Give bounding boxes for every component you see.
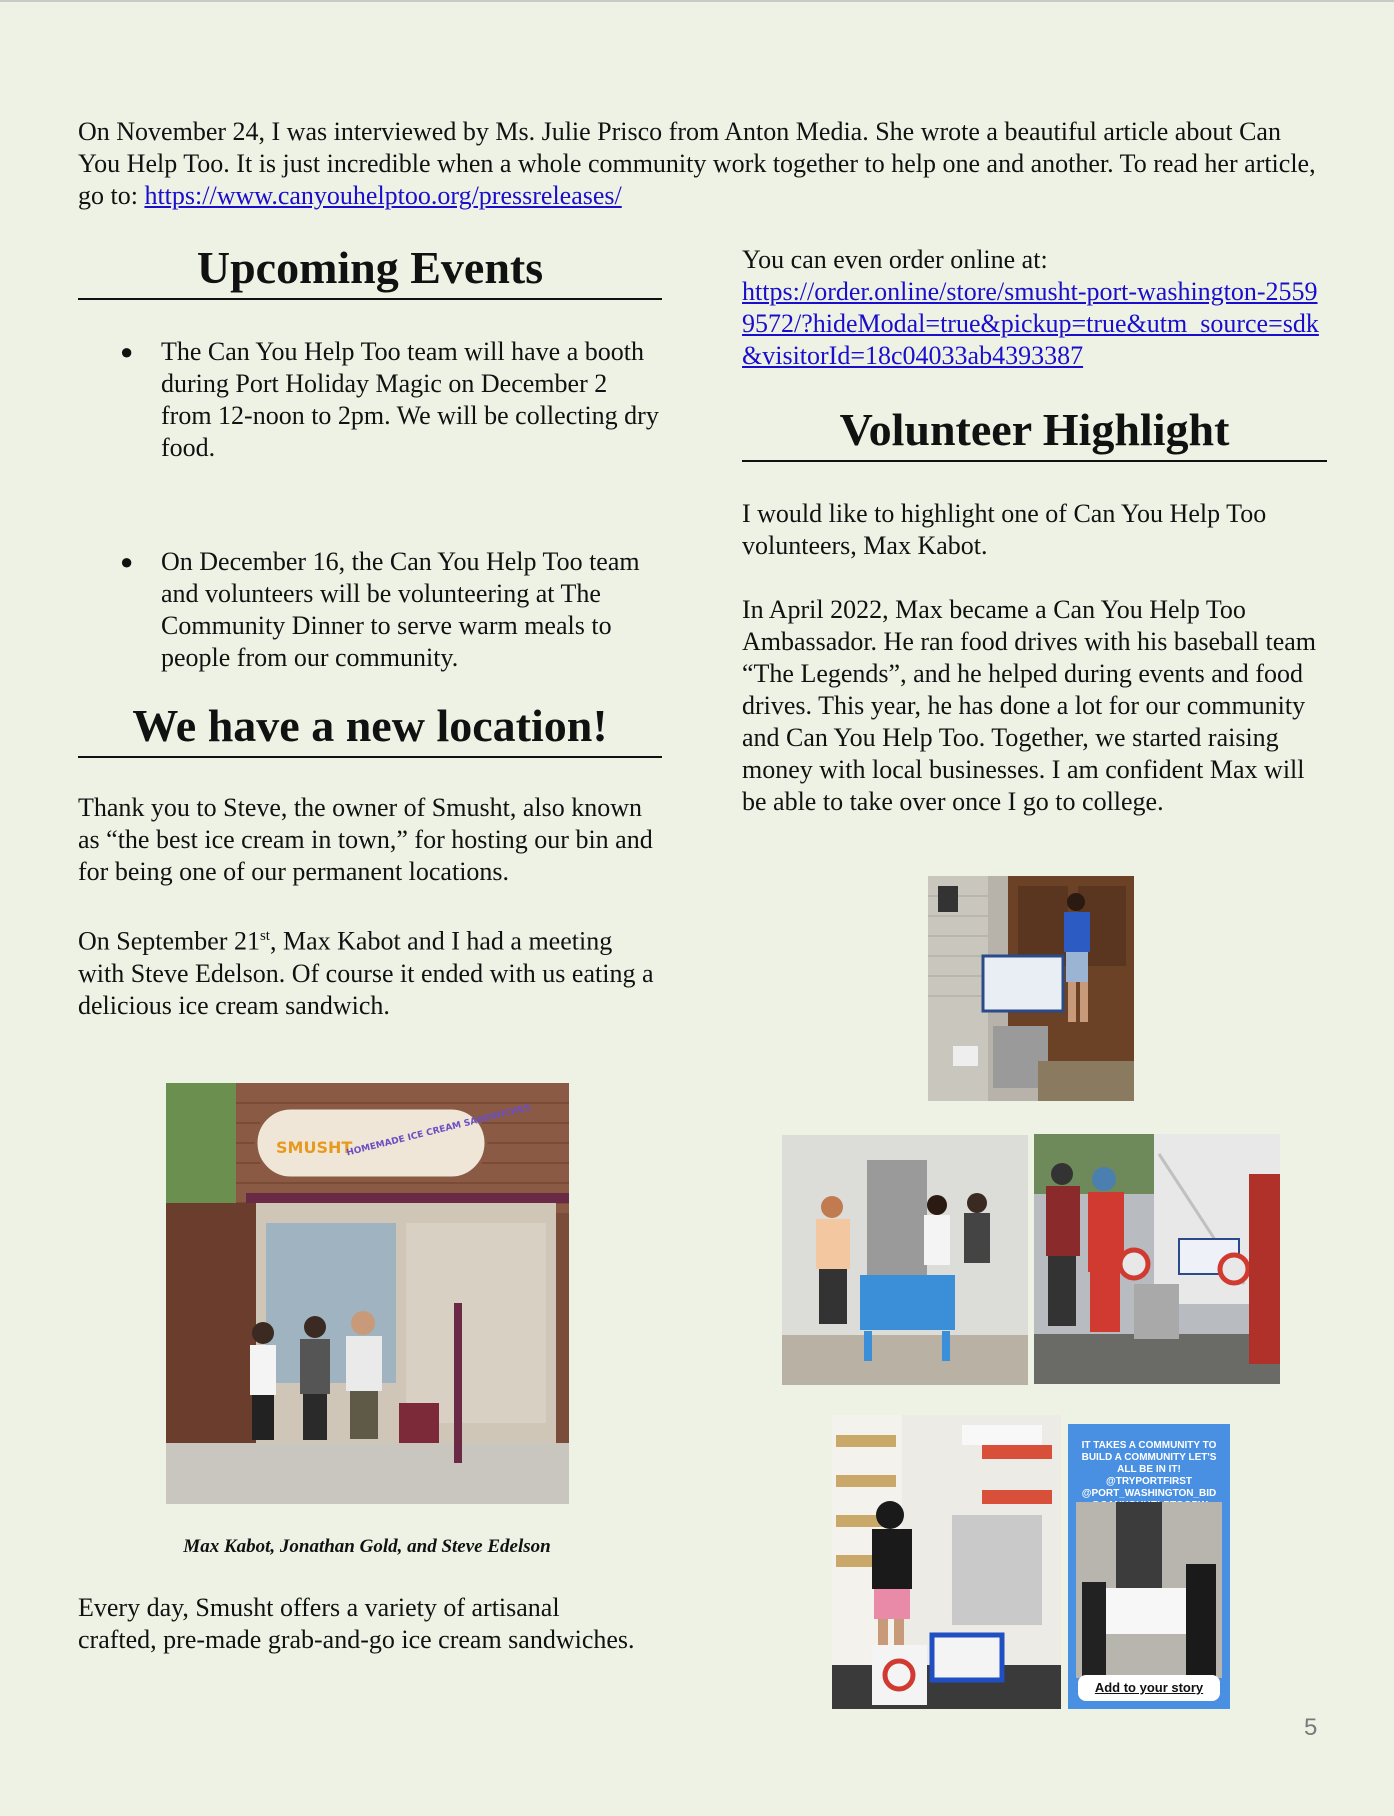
pantry-photo	[832, 1415, 1061, 1709]
event-text: On December 16, the Can You Help Too team and volunteers will be volunteering at The Community Dinner to serve warm meals to people from our community.	[161, 547, 640, 672]
story-photo-area	[1076, 1502, 1222, 1678]
svg-text:HOMEMADE ICE CREAM SANDWICHES: HOMEMADE ICE CREAM SANDWICHES	[345, 1102, 532, 1159]
add-to-story-button[interactable]	[1078, 1675, 1220, 1701]
press-releases-link[interactable]: https://www.canyouhelptoo.org/pressreleases/	[144, 181, 622, 210]
right-column	[742, 244, 1327, 818]
bullet-icon: ●	[120, 339, 134, 364]
volunteer-paragraph-1: I would like to highlight one of Can You Help Too volunteers, Max Kabot.	[742, 499, 1267, 560]
story-person-left	[1082, 1582, 1106, 1678]
volunteer-paragraph-2: In April 2022, Max became a Can You Help Too Ambassador. He ran food drives with his baseball team “The Legends”, and he helped during events and food drives. This year, he has done a lot for our community and Can You Help Too. Together, we started raising money with local businesses. I am confident Max will be able to take over once I go to college.	[742, 595, 1317, 816]
volunteers-cart-photo	[782, 1135, 1028, 1385]
page-number: 5	[1304, 1714, 1318, 1741]
location-paragraph-2	[78, 920, 662, 1022]
event-text: The Can You Help Too team will have a booth during Port Holiday Magic on December 2 from 12-noon to 2pm. We will be collecting dry food.	[161, 337, 659, 462]
event-item	[78, 546, 662, 674]
bullet-icon: ●	[120, 549, 134, 574]
photo-caption: Max Kabot, Jonathan Gold, and Steve Edelson	[183, 1536, 551, 1557]
intro-text: On November 24, I was interviewed by Ms. Julie Prisco from Anton Media. She wrote a beautiful article about Can You Help Too. It is just incredible when a whole community work together to help one and another. To read her article, go to:	[78, 117, 1316, 210]
story-caption: IT TAKES A COMMUNITY TO BUILD A COMMUNITY LET'S ALL BE IN IT! @TRYPORTFIRST @PORT_WASHINGTON_BID	[1081, 1440, 1217, 1499]
add-to-story-label: Add to your story	[1094, 1680, 1204, 1695]
smusht-storefront-photo	[166, 1083, 569, 1504]
order-online-link[interactable]: https://order.online/store/smusht-port-washington-25599572/?hideModal=true&pickup=true&utm_source=sdk&visitorId=18c04033ab4393387	[742, 277, 1319, 370]
intro-paragraph	[78, 116, 1328, 212]
smusht-logo: SMUSHT	[276, 1138, 353, 1157]
location-paragraph-3: Every day, Smusht offers a variety of artisanal crafted, pre-made grab-and-go ice cream sandwiches.	[78, 1593, 635, 1654]
location-paragraph-1: Thank you to Steve, the owner of Smusht, also known as “the best ice cream in town,” for hosting our bin and for being one of our permanent locations.	[78, 793, 653, 886]
location-p2-sup: st	[259, 928, 270, 944]
volunteer-highlight-heading: Volunteer Highlight	[742, 402, 1327, 462]
instagram-story-photo	[1068, 1424, 1230, 1709]
location-p2-start: On September 21	[78, 926, 260, 956]
upcoming-events-heading: Upcoming Events	[78, 240, 662, 300]
story-person-right	[1186, 1564, 1216, 1678]
max-doorstep-photo	[928, 876, 1134, 1101]
events-list	[78, 336, 662, 674]
costume-food-drive-photo	[1034, 1134, 1280, 1384]
location-p2-end: , Max Kabot and I had a meeting with Steve Edelson. Of course it ended with us eating a delicious ice cream sandwich.	[78, 926, 654, 1020]
new-location-heading: We have a new location!	[78, 698, 662, 758]
top-border	[0, 0, 1394, 2]
order-online-text: You can even order online at:	[742, 245, 1048, 274]
left-column	[78, 240, 662, 1022]
event-item	[78, 336, 662, 464]
order-link-paragraph	[742, 276, 1327, 372]
